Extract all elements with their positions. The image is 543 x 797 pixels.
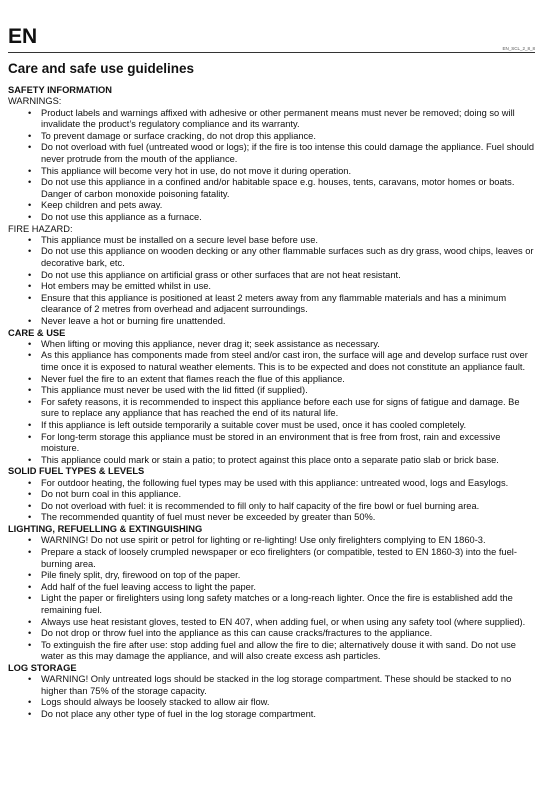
list-item-text: Do not use this appliance on artificial grass or other surfaces that are not heat resistant. (41, 269, 401, 280)
list-item-text: Do not use this appliance on wooden decking or any other flammable surfaces such as dry grass, wood chips, leaves or decorative bark, etc. (41, 246, 534, 269)
bullet-icon: • (28, 338, 32, 349)
list-item (8, 374, 535, 386)
bullet-icon: • (28, 581, 32, 592)
list-item (8, 455, 535, 467)
list-item (8, 281, 535, 293)
list-item-text: Do not burn coal in this appliance. (41, 489, 182, 500)
list-item-text: This appliance must be installed on a secure level base before use. (41, 234, 319, 245)
list-item (8, 512, 535, 524)
list-item-text: WARNING! Only untreated logs should be stacked in the log storage compartment. These should be stacked to no higher than 75% of the storage capacity. (41, 674, 512, 696)
section-heading: SOLID FUEL TYPES & LEVELS (8, 466, 145, 477)
section-subheading: FIRE HAZARD: (8, 223, 73, 234)
list-item (8, 293, 535, 316)
bullet-icon: • (28, 535, 32, 546)
list-item (8, 350, 535, 373)
bullet-list (8, 535, 535, 663)
list-item-text: Never fuel the fire to an extent that flames reach the flue of this appliance. (41, 373, 345, 384)
bullet-list (8, 674, 535, 720)
list-item (8, 593, 535, 616)
list-item (8, 617, 535, 629)
list-item (8, 212, 535, 224)
list-item-text: When lifting or moving this appliance, never drag it; seek assistance as necessary. (41, 338, 380, 349)
bullet-icon: • (28, 246, 32, 257)
list-item-text: Always use heat resistant gloves, tested to EN 407, when adding fuel, or when using any safety tool (where supplied). (41, 616, 526, 627)
bullet-icon: • (28, 177, 32, 188)
list-item-text: Logs should always be loosely stacked to allow air flow. (41, 697, 270, 708)
bullet-icon: • (28, 639, 32, 650)
bullet-icon: • (28, 211, 32, 222)
list-item (8, 582, 535, 594)
page-header (8, 26, 535, 52)
list-item-text: Light the paper or firelighters using long safety matches or a long-reach lighter. Once the fire is established add the remaining fuel. (41, 593, 513, 615)
bullet-icon: • (28, 350, 32, 361)
list-item-text: WARNING! Do not use spirit or petrol for lighting or re-lighting! Use only firelighters complying to EN 1860-3. (41, 535, 486, 546)
list-item-text: Product labels and warnings affixed with adhesive or other permanent means must never be removed; doing so will invalidate the product’s regulatory compliance and its warranty. (41, 107, 515, 130)
list-item (8, 166, 535, 178)
bullet-icon: • (28, 107, 32, 118)
list-item-text: Pile finely split, dry, firewood on top of the paper. (41, 570, 241, 581)
list-item (8, 501, 535, 513)
list-item-text: Hot embers may be emitted whilst in use. (41, 281, 211, 292)
bullet-icon: • (28, 431, 32, 442)
bullet-icon: • (28, 454, 32, 465)
bullet-icon: • (28, 373, 32, 384)
list-item (8, 385, 535, 397)
list-item-text: Do not overload with fuel: it is recommended to fill only to half capacity of the fire bowl or fuel burning area. (41, 500, 480, 511)
bullet-icon: • (28, 269, 32, 280)
list-item-text: If this appliance is left outside temporarily a suitable cover must be used, once it has cooled completely. (41, 420, 467, 431)
list-item (8, 270, 535, 282)
bullet-icon: • (28, 315, 32, 326)
bullet-icon: • (28, 142, 32, 153)
list-item (8, 235, 535, 247)
list-item-text: Never leave a hot or burning fire unattended. (41, 315, 226, 326)
bullet-icon: • (28, 570, 32, 581)
page-title: Care and safe use guidelines (8, 61, 195, 76)
list-item-text: To extinguish the fire after use: stop adding fuel and allow the fire to die; alternatively douse it with sand. Do not use water as this may damage the appliance, and will also create excess ash particles. (41, 639, 516, 662)
list-item-text: To prevent damage or surface cracking, do not drop this appliance. (41, 130, 316, 141)
bullet-list (8, 478, 535, 524)
section-subheading: WARNINGS: (8, 96, 62, 107)
bullet-icon: • (28, 477, 32, 488)
section-heading: CARE & USE (8, 327, 66, 338)
document-body (8, 85, 535, 721)
list-item (8, 432, 535, 455)
language-code: EN (8, 25, 38, 48)
list-item-text: This appliance could mark or stain a patio; to protect against this place onto a separate patio slab or brick base. (41, 454, 499, 465)
list-item-text: This appliance will become very hot in use, do not move it during operation. (41, 165, 352, 176)
bullet-icon: • (28, 616, 32, 627)
bullet-icon: • (28, 697, 32, 708)
list-item-text: The recommended quantity of fuel must never be exceeded by greater than 50%. (41, 512, 376, 523)
list-item (8, 709, 535, 721)
list-item-text: Do not use this appliance in a confined and/or habitable space e.g. houses, tents, caravans, motor homes or boats. Danger of carbon monoxide poisoning fatality. (41, 177, 515, 199)
bullet-list (8, 339, 535, 467)
list-item (8, 200, 535, 212)
list-item (8, 420, 535, 432)
bullet-icon: • (28, 708, 32, 719)
bullet-icon: • (28, 628, 32, 639)
list-item-text: Do not overload with fuel (untreated wood or logs); if the fire is too intense this could damage the appliance. Fuel should never protrude from the mouth of the appliance. (41, 142, 535, 164)
bullet-icon: • (28, 396, 32, 407)
bullet-icon: • (28, 281, 32, 292)
list-item (8, 246, 535, 269)
bullet-icon: • (28, 674, 32, 685)
bullet-icon: • (28, 292, 32, 303)
bullet-icon: • (28, 130, 32, 141)
document-code: EN_SCL_2_8_8 (502, 46, 535, 51)
list-item (8, 570, 535, 582)
list-item (8, 131, 535, 143)
bullet-icon: • (28, 234, 32, 245)
list-item-text: Add half of the fuel leaving access to light the paper. (41, 581, 257, 592)
list-item (8, 478, 535, 490)
list-item-text: Keep children and pets away. (41, 200, 163, 211)
bullet-icon: • (28, 420, 32, 431)
section-heading: LIGHTING, REFUELLING & EXTINGUISHING (8, 524, 203, 535)
list-item (8, 316, 535, 328)
header-divider (8, 52, 535, 53)
list-item (8, 142, 535, 165)
list-item (8, 177, 535, 200)
list-item (8, 108, 535, 131)
list-item (8, 628, 535, 640)
list-item-text: For outdoor heating, the following fuel types may be used with this appliance: untreated wood, logs and Easylogs. (41, 477, 509, 488)
list-item (8, 697, 535, 709)
list-item-text: As this appliance has components made from steel and/or cast iron, the surface will age and develop surface rust over time once it is exposed to natural weather elements. This is to be expected and does not constitute an appliance fault. (41, 350, 528, 373)
list-item (8, 674, 535, 697)
bullet-icon: • (28, 385, 32, 396)
list-item (8, 547, 535, 570)
bullet-icon: • (28, 489, 32, 500)
list-item (8, 489, 535, 501)
bullet-icon: • (28, 165, 32, 176)
list-item-text: Do not use this appliance as a furnace. (41, 211, 202, 222)
list-item (8, 397, 535, 420)
list-item-text: For safety reasons, it is recommended to inspect this appliance before each use for signs of fatigue and damage. Be sure to replace any appliance that has reached the end of its natural life. (41, 396, 520, 419)
list-item (8, 339, 535, 351)
bullet-list (8, 108, 535, 224)
list-item-text: Prepare a stack of loosely crumpled newspaper or eco firelighters (or compatible, tested to EN 1860-3) into the fuel-burning area. (41, 546, 517, 569)
bullet-icon: • (28, 546, 32, 557)
section-heading: SAFETY INFORMATION (8, 85, 112, 95)
bullet-icon: • (28, 593, 32, 604)
list-item-text: Do not place any other type of fuel in the log storage compartment. (41, 708, 316, 719)
list-item-text: Do not drop or throw fuel into the appliance as this can cause cracks/fractures to the appliance. (41, 628, 433, 639)
list-item (8, 640, 535, 663)
bullet-icon: • (28, 512, 32, 523)
bullet-icon: • (28, 200, 32, 211)
bullet-list (8, 235, 535, 328)
section-heading: LOG STORAGE (8, 662, 77, 673)
bullet-icon: • (28, 500, 32, 511)
list-item-text: For long-term storage this appliance must be stored in an environment that is free from frost, rain and excessive moisture. (41, 431, 501, 454)
list-item-text: Ensure that this appliance is positioned at least 2 meters away from any flammable materials and has a minimum clearance of 2 metres from overhead and adjacent surroundings. (41, 292, 507, 315)
list-item-text: This appliance must never be used with the lid fitted (if supplied). (41, 385, 308, 396)
list-item (8, 535, 535, 547)
